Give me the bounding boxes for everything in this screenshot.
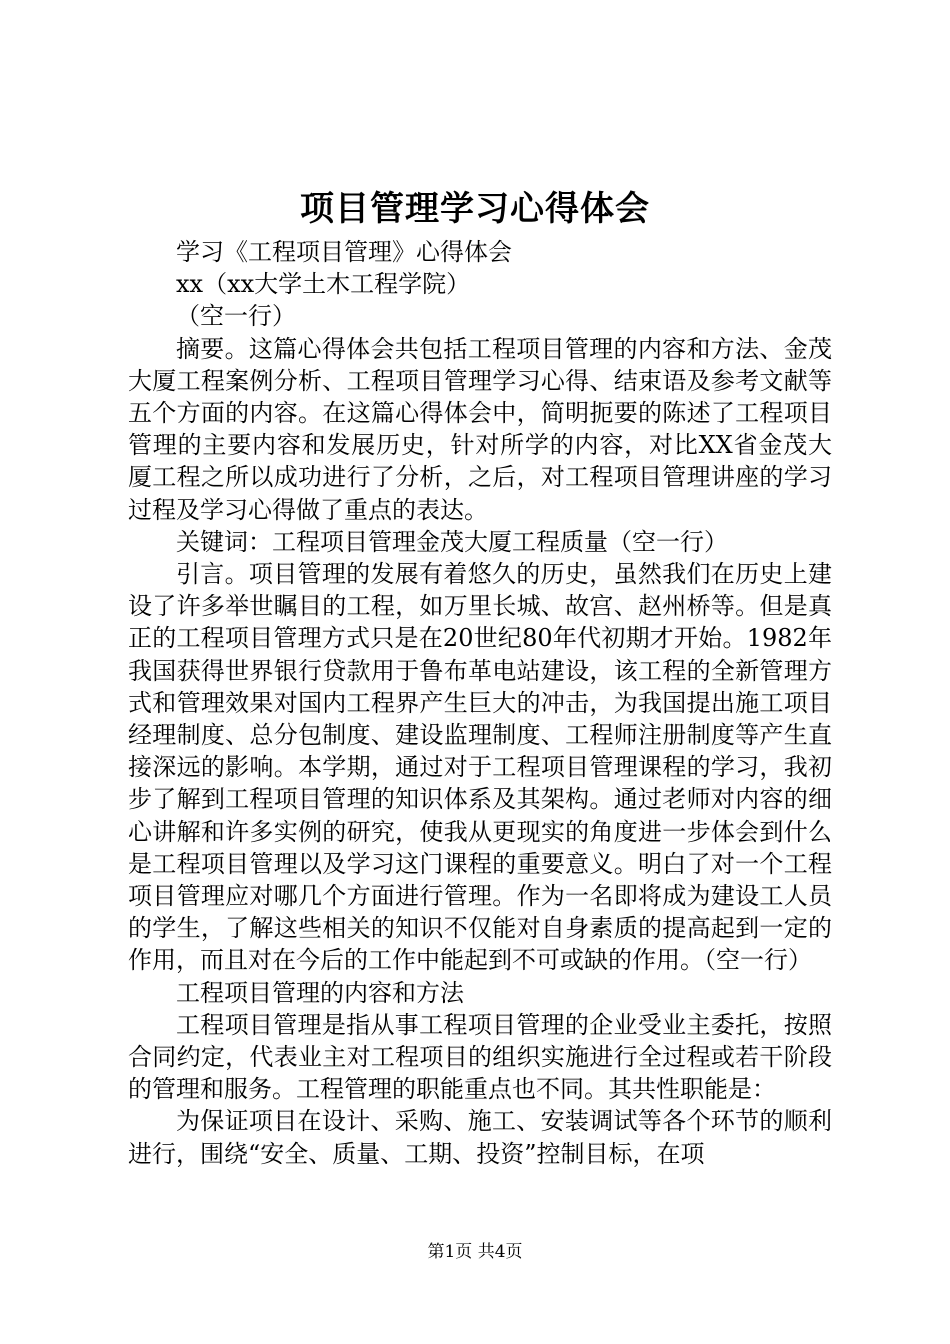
document-body: [128, 236, 832, 1170]
introduction-paragraph: 引言。项目管理的发展有着悠久的历史，虽然我们在历史上建设了许多举世瞩目的工程，如万里长城、故宫、赵州桥等。但是真正的工程项目管理方式只是在20世纪80年代初期才开始。1982年我国获得世界银行贷款用于鲁布革电站建设，该工程的全新管理方式和管理效果对国内工程界产生巨大的冲击，为我国提出施工项目经理制度、总分包制度、建设监理制度、工程师注册制度等产生直接深远的影响。本学期，通过对于工程项目管理课程的学习，我初步了解到工程项目管理的知识体系及其架构。通过老师对内容的细心讲解和许多实例的研究，使我从更现实的角度进一步体会到什么是工程项目管理以及学习这门课程的重要意义。明白了对一个工程项目管理应对哪几个方面进行管理。作为一名即将成为建设工人员的学生，了解这些相关的知识不仅能对自身素质的提高起到一定的作用，而且对在今后的工作中能起到不可或缺的作用。（空一行）: [128, 560, 832, 975]
keywords-paragraph: 关键词：工程项目管理金茂大厦工程质量（空一行）: [176, 527, 728, 556]
section-heading: 工程项目管理的内容和方法: [176, 978, 464, 1007]
body-paragraph: 工程项目管理是指从事工程项目管理的企业受业主委托，按照合同约定，代表业主对工程项目的组织实施进行全过程或若干阶段的管理和服务。工程管理的职能重点也不同。其共性职能是：: [128, 1010, 832, 1104]
blank-line-note: （空一行）: [176, 302, 296, 331]
body-paragraph: 为保证项目在设计、采购、施工、安装调试等各个环节的顺利进行，围绕“安全、质量、工期、投资”控制目标，在项: [128, 1107, 832, 1168]
abstract-paragraph: 摘要。这篇心得体会共包括工程项目管理的内容和方法、金茂大厦工程案例分析、工程项目管理学习心得、结束语及参考文献等五个方面的内容。在这篇心得体会中，简明扼要的陈述了工程项目管理的主要内容和发展历史，针对所学的内容，对比XX省金茂大厦工程之所以成功进行了分析，之后，对工程项目管理讲座的学习过程及学习心得做了重点的表达。: [128, 334, 832, 524]
page-title: 项目管理学习心得体会: [300, 189, 650, 229]
page-footer: 第1页 共4页: [427, 1242, 523, 1262]
author-paragraph: xx（xx大学土木工程学院）: [176, 270, 471, 299]
subtitle-paragraph: 学习《工程项目管理》心得体会: [176, 238, 512, 266]
